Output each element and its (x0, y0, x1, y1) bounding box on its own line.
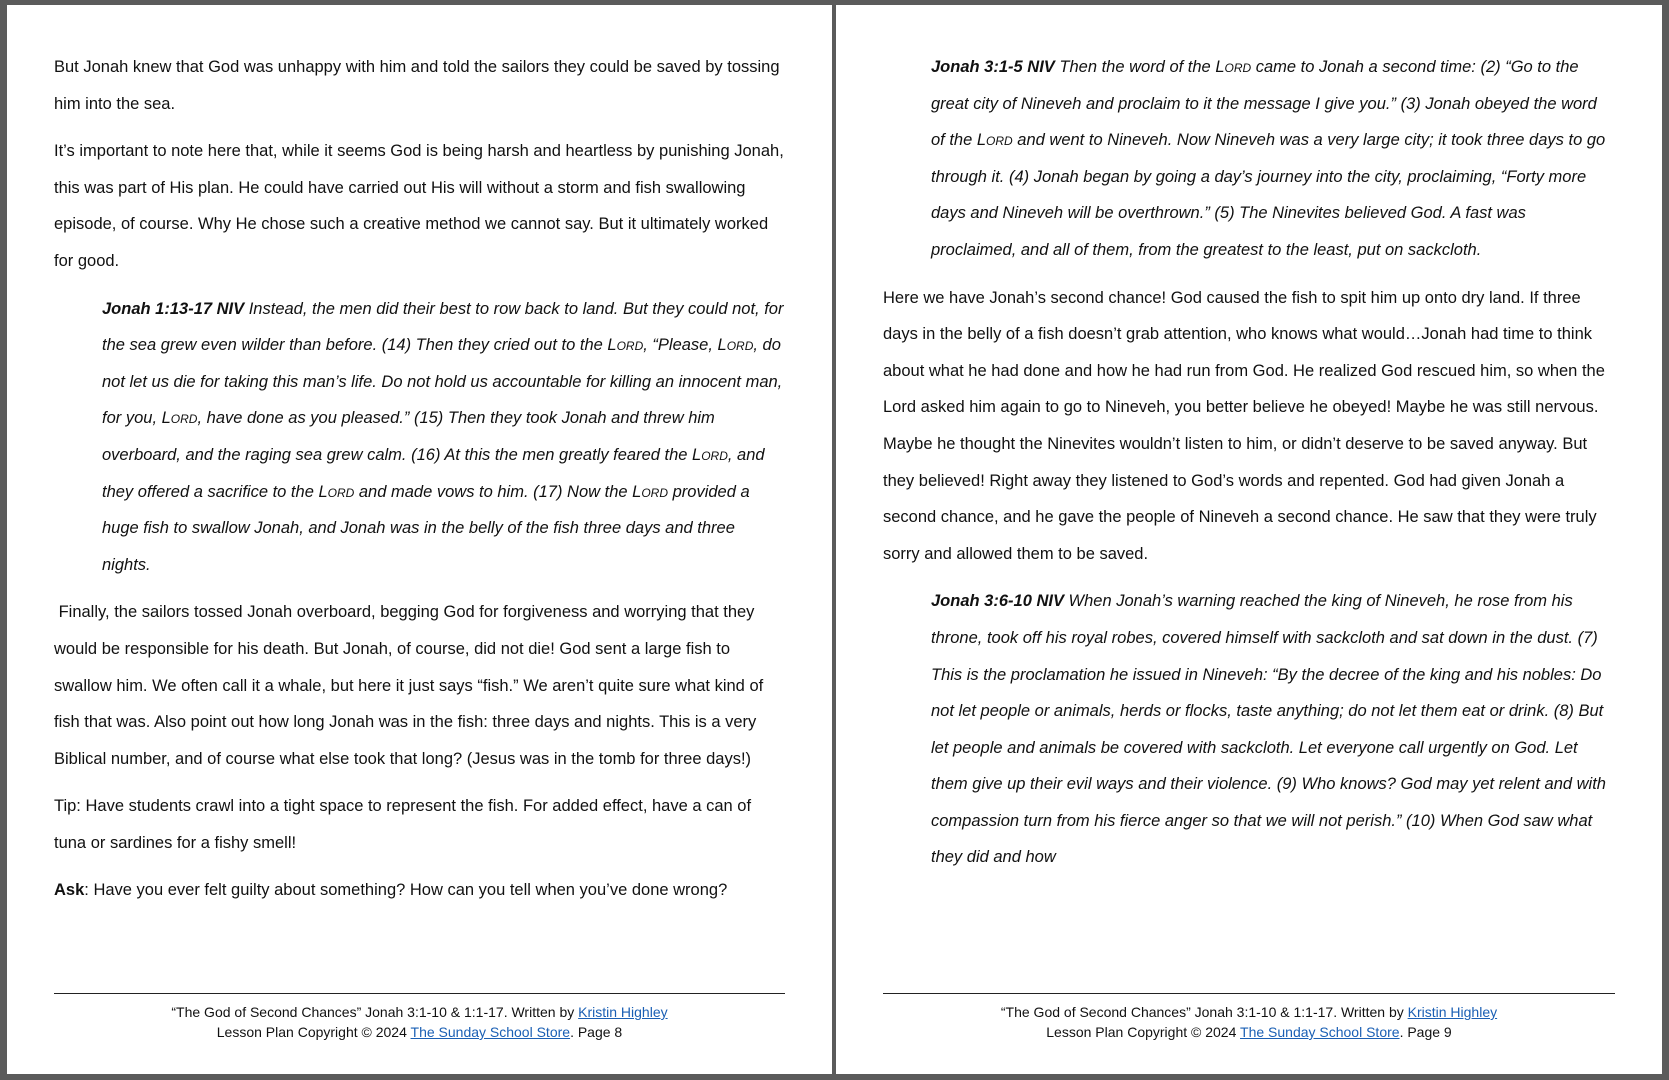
author-link[interactable]: Kristin Highley (578, 1004, 668, 1020)
page-right (836, 5, 1662, 1074)
footer-divider (883, 993, 1615, 994)
author-link[interactable]: Kristin Highley (1407, 1004, 1498, 1020)
quote-text: provided a huge fish to swallow Jonah, and Jonah was in the belly of the fish three days and three nights. (102, 482, 750, 574)
scripture-reference: Jonah 3:1-5 NIV (931, 58, 1055, 76)
page-content (883, 49, 1615, 887)
page-number: . Page 8 (570, 1024, 623, 1040)
lord-smallcaps: Lord (1215, 58, 1252, 76)
footer-line-2 (54, 1022, 785, 1042)
page-number: . Page 9 (1399, 1024, 1452, 1040)
quote-text: Then the word of the (1054, 58, 1216, 76)
paragraph: It’s important to note here that, while it seems God is being harsh and heartless by punishing Jonah, this was part of His plan. He could have carried out His will without a storm and fish swallowing episode, of course. Why He chose such a creative method we cannot say. But it ultimately worked for good. (54, 142, 784, 270)
quote-text: , do not let us die for taking this man’s life. Do not hold us accountable for killing an innocent man, for you, (102, 336, 783, 428)
scripture-reference: Jonah 3:6-10 NIV (931, 592, 1064, 611)
footer-line-1 (54, 1002, 785, 1022)
page-left (7, 5, 832, 1074)
lord-smallcaps: Lord (607, 336, 644, 355)
footer-line-2 (883, 1022, 1615, 1042)
paragraph: Finally, the sailors tossed Jonah overboard, begging God for forgiveness and worrying that they would be responsible for his death. But Jonah, of course, did not die! God sent a large fish to swallow him. We often call it a whale, but here it just says “fish.” We aren’t quite sure what kind of fish that was. Also point out how long Jonah was in the fish: three days and nights. This is a very Biblical number, and of course what else took that long? (Jesus was in the tomb for three days!) (54, 603, 764, 768)
scripture-quote (54, 291, 785, 584)
page-content (54, 49, 785, 920)
page-footer (54, 1002, 785, 1042)
lord-smallcaps: Lord (632, 482, 669, 501)
lord-smallcaps: Lord (692, 445, 728, 464)
paragraph: But Jonah knew that God was unhappy with him and told the sailors they could be saved by tossing him into the sea. (54, 58, 780, 113)
store-link[interactable]: The Sunday School Store (410, 1024, 571, 1040)
quote-text: , “Please, (643, 336, 718, 355)
footer-divider (54, 993, 785, 994)
lord-smallcaps: Lord (161, 409, 198, 428)
quote-text: When Jonah’s warning reached the king of Nineveh, he rose from his throne, took off his royal robes, covered himself with sackcloth and sat down in the dust. (7) This is the proclamation he issued in Nineveh: “By the decree of the king and his nobles: Do not let people or animals, herds or flocks, taste anything; do not let them eat or drink. (8) But let people and animals be covered with sackcloth. Let everyone call urgently on God. Let them give up their evil ways and their violence. (9) Who knows? God may yet relent and with compassion turn from his fierce anger so that we will not perish.” (10) When God saw what they did and how (931, 592, 1606, 867)
lord-smallcaps: Lord (976, 131, 1013, 150)
paragraph: Here we have Jonah’s second chance! God caused the fish to spit him up onto dry land. If three days in the belly of a fish doesn’t grab attention, who knows what would…Jonah had time to think about what he had done and how he had run from God. He realized God rescued him, so when the Lord asked him again to go to Nineveh, you better believe he obeyed! Maybe he was still nervous. Maybe he thought the Ninevites wouldn’t listen to him, or didn’t deserve to be saved anyway. But they believed! Right away they listened to God’s words and repented. God had given Jonah a second chance, and he gave the people of Nineveh a second chance. He saw that they were truly sorry and allowed them to be saved. (883, 288, 1605, 563)
quote-text: , have done as you pleased.” (15) Then they took Jonah and threw him overboard, and the raging sea grew calm. (16) At this the men greatly feared the (102, 409, 715, 464)
quote-text: and went to Nineveh. Now Nineveh was a very large city; it took three days to go through it. (4) Jonah began by going a day’s journey into the city, proclaiming, “Forty more days and Nineveh will be overthrown.” (5) The Ninevites believed God. A fast was proclaimed, and all of them, from the greatest to the least, put on sackcloth. (931, 131, 1606, 259)
quote-text: Instead, the men did their best to row back to land. But they could not, for the sea grew even wilder than before. (14) Then they cried out to the (102, 299, 784, 355)
quote-text: , and they offered a sacrifice to the (102, 445, 765, 501)
ask-paragraph (54, 872, 785, 909)
ask-label: Ask (54, 881, 85, 900)
tip-paragraph: Tip: Have students crawl into a tight space to represent the fish. For added effect, have a can of tuna or sardines for a fishy smell! (54, 797, 752, 852)
scripture-quote (883, 583, 1615, 876)
footer-title: “The God of Second Chances” Jonah 3:1-10 & 1:1-17. Written by (171, 1004, 579, 1020)
quote-text: came to Jonah a second time: (2) “Go to the great city of Nineveh and proclaim to it the message I give you.” (3) Jonah obeyed the word of the (931, 58, 1597, 150)
ask-text: : Have you ever felt guilty about something? How can you tell when you’ve done wrong? (84, 881, 728, 900)
scripture-quote (883, 49, 1615, 269)
scripture-reference: Jonah 1:13-17 NIV (102, 299, 245, 318)
footer-line-1 (883, 1002, 1615, 1022)
footer-title: “The God of Second Chances” Jonah 3:1-10 & 1:1-17. Written by (1000, 1004, 1408, 1020)
footer-copyright: Lesson Plan Copyright © 2024 (1046, 1024, 1241, 1040)
lord-smallcaps: Lord (717, 336, 754, 355)
store-link[interactable]: The Sunday School Store (1240, 1024, 1400, 1040)
lord-smallcaps: Lord (318, 482, 355, 501)
footer-copyright: Lesson Plan Copyright © 2024 (216, 1024, 411, 1040)
quote-text: and made vows to him. (17) Now the (354, 482, 633, 501)
page-footer (883, 1002, 1615, 1042)
